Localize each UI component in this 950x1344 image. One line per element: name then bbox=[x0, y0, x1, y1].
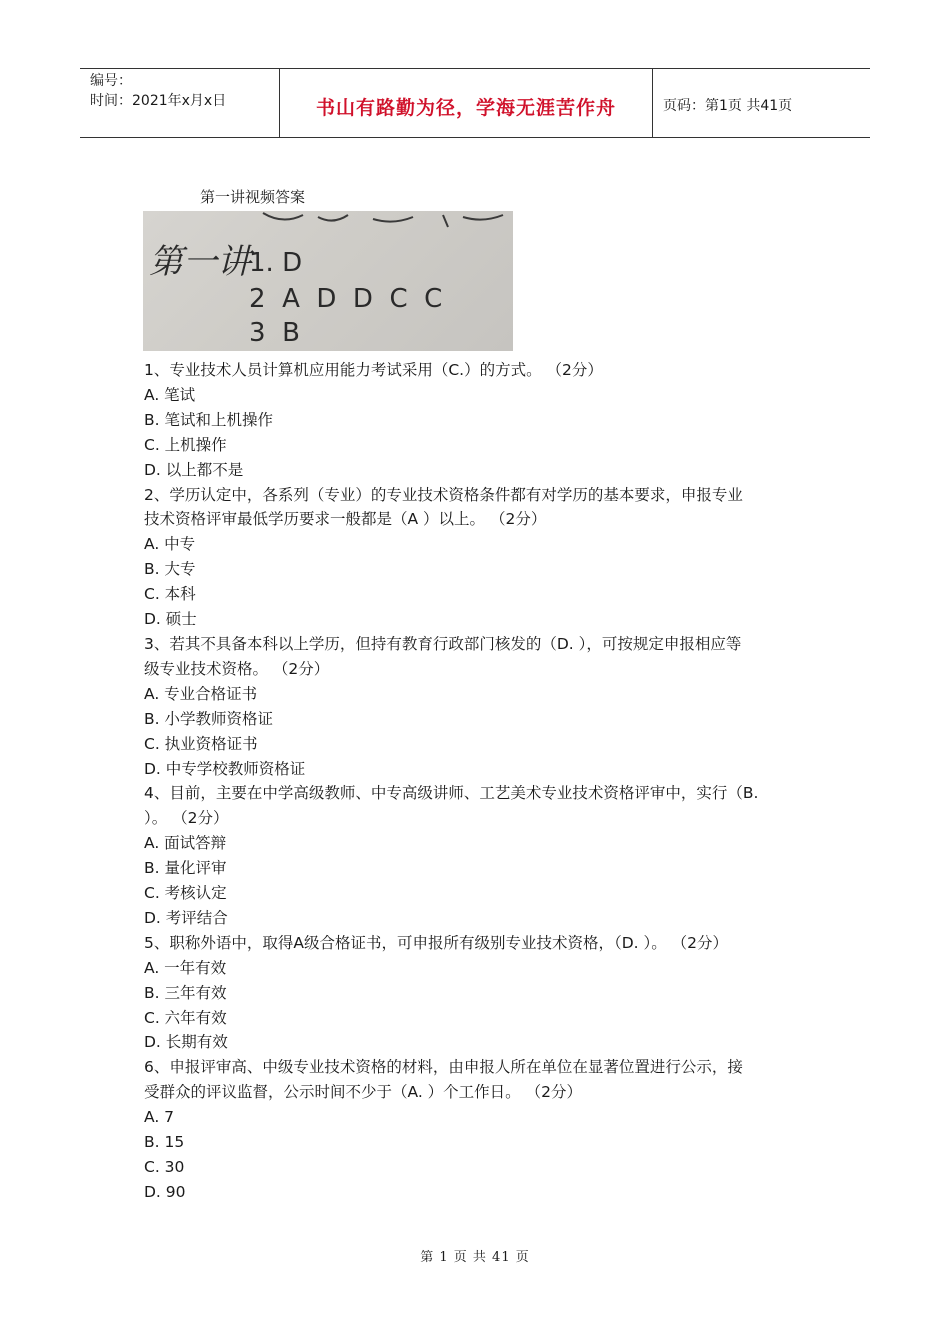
question-6 bbox=[144, 1055, 814, 1204]
option: A. 专业合格证书 bbox=[144, 684, 258, 703]
question-stem: 1、专业技术人员计算机应用能力考试采用（C.）的方式。 （2分） bbox=[144, 361, 603, 379]
header-motto: 书山有路勤为径，学海无涯苦作舟 bbox=[280, 69, 653, 137]
option: B. 大专 bbox=[144, 560, 196, 579]
option: D. 以上都不是 bbox=[144, 460, 244, 479]
question-stem: 级专业技术资格。 （2分） bbox=[144, 659, 330, 678]
photo-line-3: 2 A D D C C bbox=[249, 284, 443, 314]
question-1 bbox=[144, 358, 814, 483]
option: D. 长期有效 bbox=[144, 1033, 228, 1052]
question-stem: 5、职称外语中，取得A级合格证书，可申报所有级别专业技术资格，（D. ）。 （2分） bbox=[144, 933, 729, 952]
option: A. 笔试 bbox=[144, 385, 196, 404]
option: A. 面试答辩 bbox=[144, 834, 227, 853]
section-title: 第一讲视频答案 bbox=[200, 188, 306, 206]
question-stem: 受群众的评议监督，公示时间不少于（A. ）个工作日。 （2分） bbox=[144, 1083, 582, 1102]
question-stem: 技术资格评审最低学历要求一般都是（A ）以上。 （2分） bbox=[144, 510, 547, 529]
question-stem: ）。 （2分） bbox=[144, 809, 229, 828]
question-4 bbox=[144, 781, 814, 930]
option: B. 量化评审 bbox=[144, 859, 227, 878]
option: D. 考评结合 bbox=[144, 908, 228, 927]
option: C. 本科 bbox=[144, 585, 196, 604]
header-page-label: 页码：第1页 共41页 bbox=[663, 98, 793, 114]
option: D. 中专学校教师资格证 bbox=[144, 759, 306, 778]
photo-line-1: 第一讲 bbox=[149, 242, 251, 282]
option: B. 15 bbox=[144, 1133, 185, 1152]
photo-line-4: 3 B bbox=[249, 318, 300, 348]
photo-line-2: 1. D bbox=[249, 248, 303, 278]
option: C. 执业资格证书 bbox=[144, 734, 258, 753]
header-meta bbox=[80, 69, 280, 137]
handwritten-answer-photo bbox=[143, 211, 513, 351]
question-2 bbox=[144, 483, 814, 632]
page-header bbox=[80, 68, 870, 138]
option: B. 小学教师资格证 bbox=[144, 709, 273, 728]
question-stem: 3、若其不具备本科以上学历，但持有教育行政部门核发的（D. ），可按规定申报相应等 bbox=[144, 634, 742, 653]
option: C. 六年有效 bbox=[144, 1008, 227, 1027]
option: A. 一年有效 bbox=[144, 958, 227, 977]
question-3 bbox=[144, 632, 814, 781]
option: B. 三年有效 bbox=[144, 983, 227, 1002]
option: C. 考核认定 bbox=[144, 884, 227, 903]
option: D. 硕士 bbox=[144, 610, 197, 629]
option: D. 90 bbox=[144, 1182, 186, 1201]
option: C. 上机操作 bbox=[144, 435, 227, 454]
question-stem: 4、目前，主要在中学高级教师、中专高级讲师、工艺美术专业技术资格评审中，实行（B. bbox=[144, 784, 759, 803]
option: A. 7 bbox=[144, 1108, 175, 1127]
page-footer: 第 1 页 共 41 页 bbox=[420, 1250, 530, 1265]
question-stem: 2、学历认定中，各系列（专业）的专业技术资格条件都有对学历的基本要求，申报专业 bbox=[144, 485, 743, 504]
question-list bbox=[144, 358, 814, 1205]
handwriting-image bbox=[143, 211, 513, 351]
time-label: 时间：2021年x月x日 bbox=[90, 93, 227, 109]
option: B. 笔试和上机操作 bbox=[144, 410, 273, 429]
question-stem: 6、申报评审高、中级专业技术资格的材料，由申报人所在单位在显著位置进行公示，接 bbox=[144, 1058, 743, 1077]
question-5 bbox=[144, 931, 814, 1056]
option: C. 30 bbox=[144, 1158, 185, 1176]
option: A. 中专 bbox=[144, 535, 196, 554]
number-label: 编号： bbox=[90, 73, 132, 89]
